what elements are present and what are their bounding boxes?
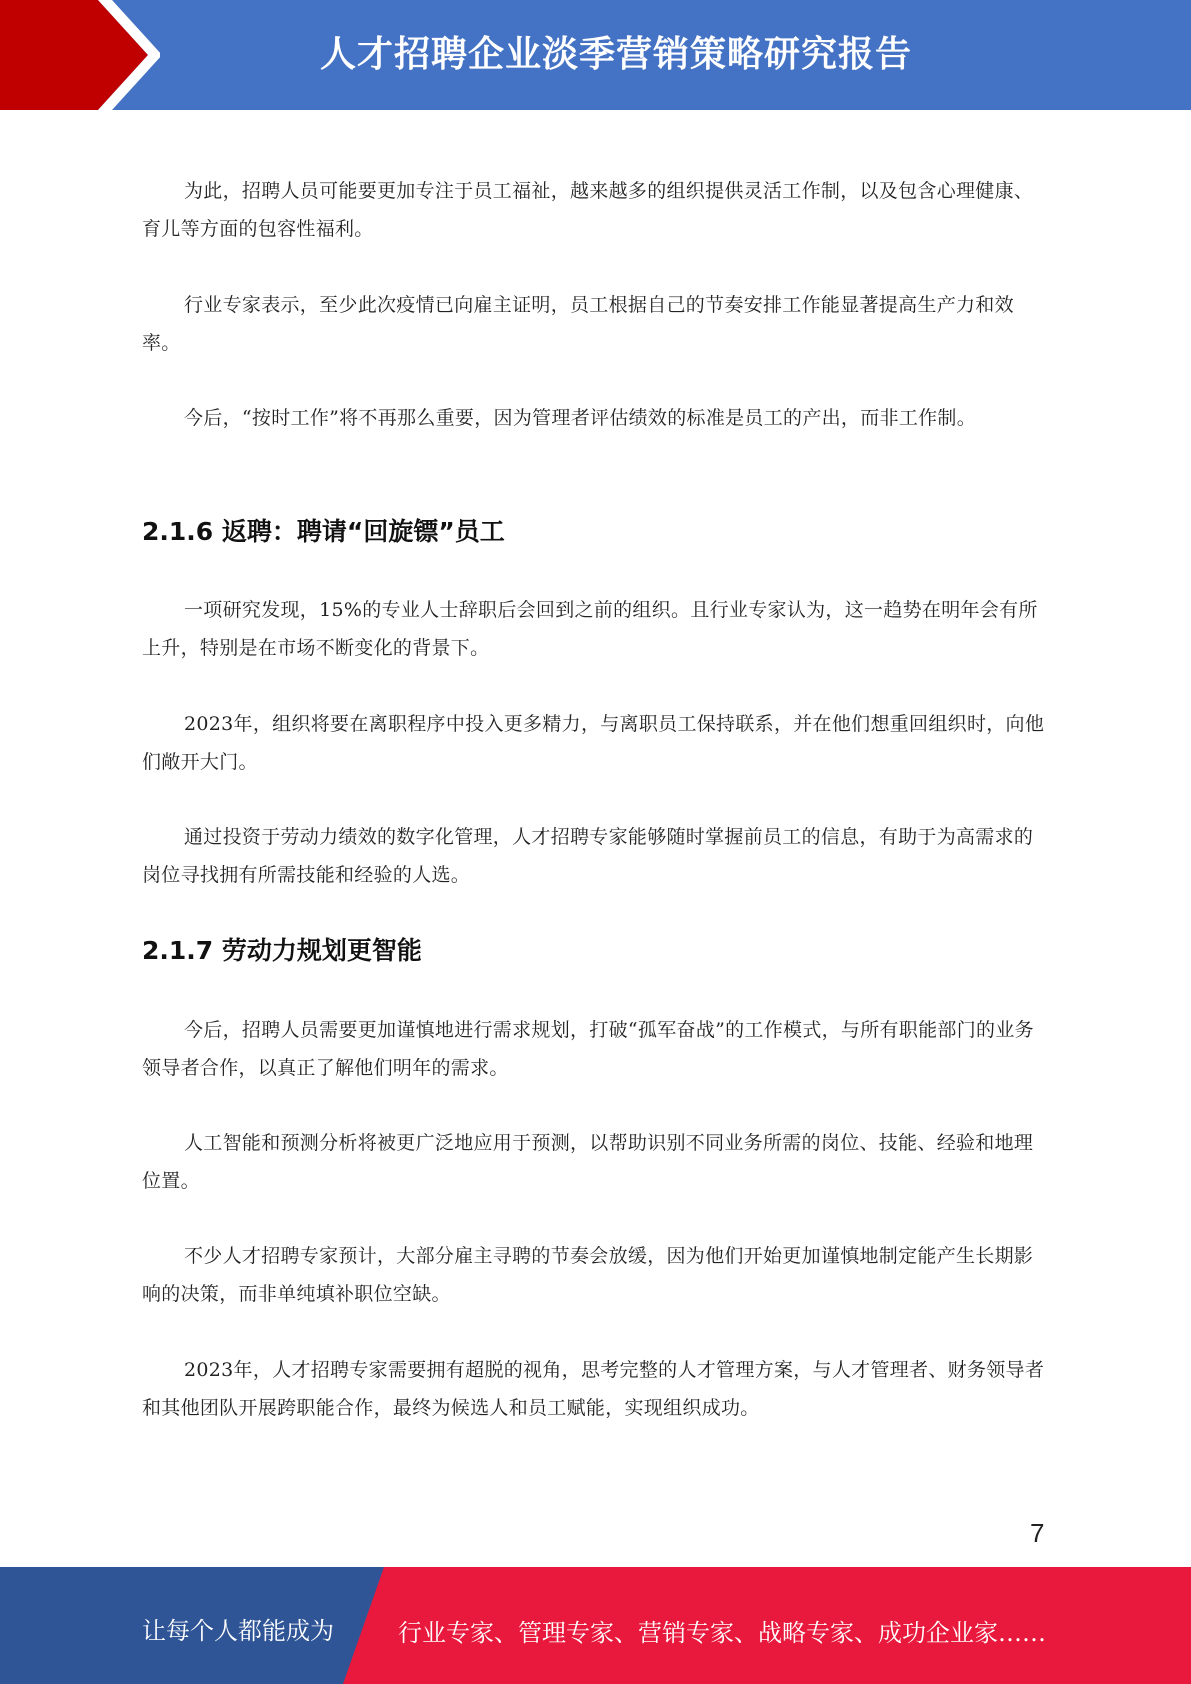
- paragraph: 一项研究发现，15%的专业人士辞职后会回到之前的组织。且行业专家认为，这一趋势在明年会有所上升，特别是在市场不断变化的背景下。: [142, 599, 1038, 659]
- section-heading-2-1-7: 2.1.7 劳动力规划更智能: [142, 936, 422, 965]
- page-footer: [0, 1567, 1191, 1684]
- page-number: 7: [1030, 1518, 1045, 1548]
- page-header: [0, 0, 1191, 110]
- paragraph: 人工智能和预测分析将被更广泛地应用于预测，以帮助识别不同业务所需的岗位、技能、经验和地理位置。: [142, 1132, 1034, 1192]
- paragraph: 2023年，人才招聘专家需要拥有超脱的视角，思考完整的人才管理方案，与人才管理者、财务领导者和其他团队开展跨职能合作，最终为候选人和员工赋能，实现组织成功。: [142, 1359, 1045, 1419]
- footer-slogan-right: 行业专家、管理专家、营销专家、战略专家、成功企业家……: [398, 1619, 1046, 1647]
- paragraph: 行业专家表示，至少此次疫情已向雇主证明，员工根据自己的节奏安排工作能显著提高生产力和效率。: [142, 294, 1014, 354]
- header-chevron-decoration: [0, 0, 160, 110]
- paragraph: 通过投资于劳动力绩效的数字化管理，人才招聘专家能够随时掌握前员工的信息，有助于为高需求的岗位寻找拥有所需技能和经验的人选。: [142, 826, 1034, 886]
- paragraph: 今后，招聘人员需要更加谨慎地进行需求规划，打破“孤军奋战”的工作模式，与所有职能部门的业务领导者合作，以真正了解他们明年的需求。: [142, 1019, 1034, 1079]
- paragraph: 为此，招聘人员可能要更加专注于员工福祉，越来越多的组织提供灵活工作制，以及包含心理健康、育儿等方面的包容性福利。: [142, 180, 1034, 240]
- paragraph: 2023年，组织将要在离职程序中投入更多精力，与离职员工保持联系，并在他们想重回组织时，向他们敞开大门。: [142, 713, 1045, 773]
- report-title: 人才招聘企业淡季营销策略研究报告: [320, 34, 913, 75]
- paragraph: 不少人才招聘专家预计，大部分雇主寻聘的节奏会放缓，因为他们开始更加谨慎地制定能产生长期影响的决策，而非单纯填补职位空缺。: [142, 1245, 1034, 1305]
- footer-slogan-left: 让每个人都能成为: [142, 1617, 334, 1645]
- section-heading-2-1-6: 2.1.6 返聘：聘请“回旋镖”员工: [142, 517, 505, 546]
- paragraph: 今后，“按时工作”将不再那么重要，因为管理者评估绩效的标准是员工的产出，而非工作制。: [184, 407, 977, 429]
